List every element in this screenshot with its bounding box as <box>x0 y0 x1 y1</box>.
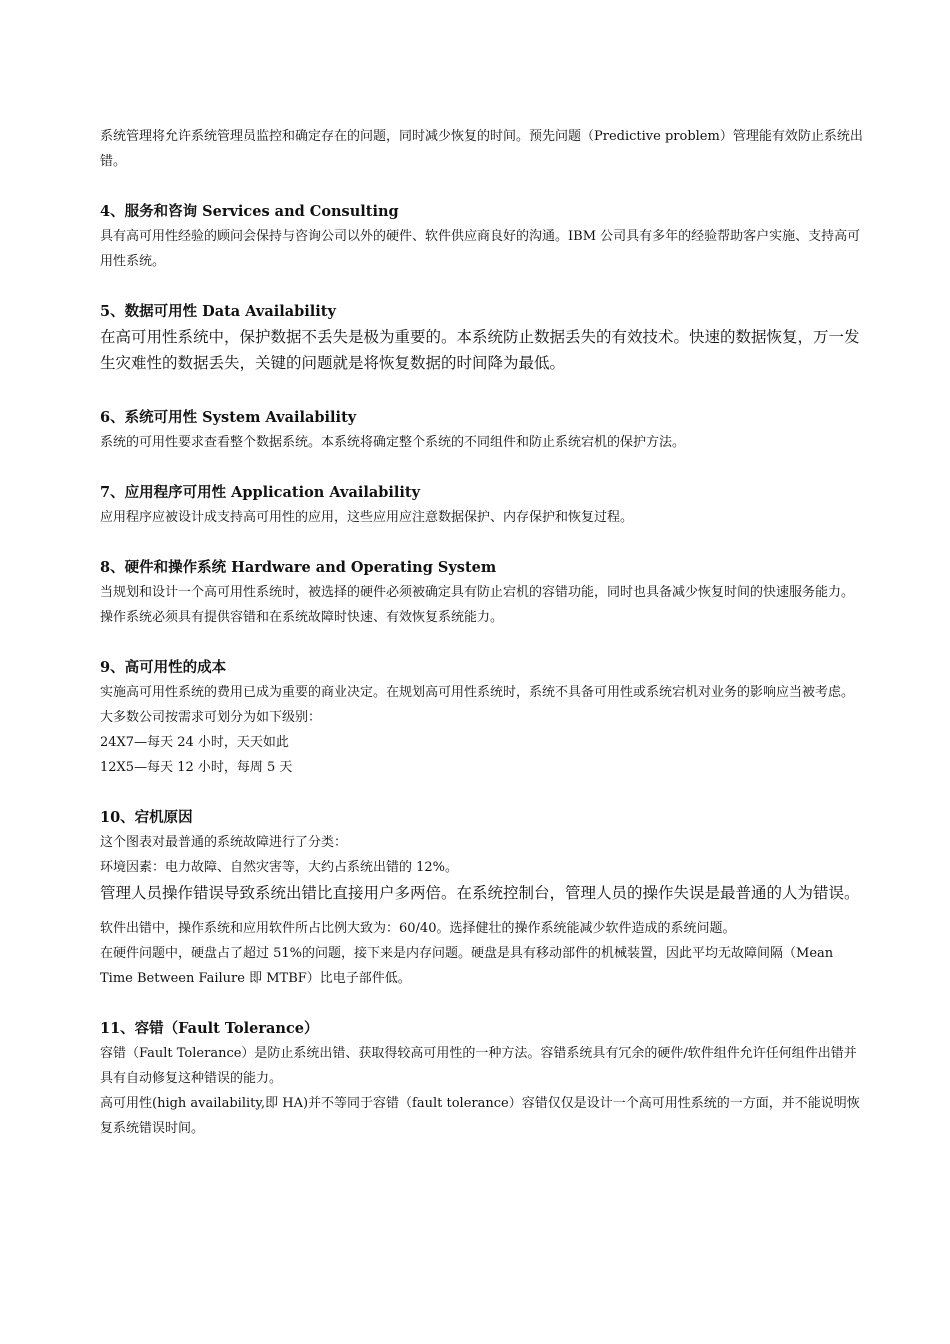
section-4-heading: 4、服务和咨询 Services and Consulting <box>100 203 399 220</box>
section-9-level-12x5: 12X5—每天 12 小时，每周 5 天 <box>100 760 293 775</box>
section-10-paragraph-2: 环境因素：电力故障、自然灾害等，大约占系统出错的 12%。 <box>100 860 459 875</box>
section-10-heading: 10、宕机原因 <box>100 809 193 826</box>
section-7-heading: 7、应用程序可用性 Application Availability <box>100 484 421 501</box>
section-11-heading: 11、容错（Fault Tolerance） <box>100 1020 319 1037</box>
section-10-paragraph-3: 管理人员操作错误导致系统出错比直接用户多两倍。在系统控制台，管理人员的操作失误是最普通的人为错误。 <box>100 884 860 902</box>
section-6-heading: 6、系统可用性 System Availability <box>100 409 357 426</box>
section-5-heading: 5、数据可用性 Data Availability <box>100 303 336 320</box>
section-11-paragraph-1: 容错（Fault Tolerance）是防止系统出错、获取得较高可用性的一种方法。容错系统具有冗余的硬件/软件组件允许任何组件出错并具有自动修复这种错误的能力。 <box>100 1046 857 1086</box>
section-4-paragraph-1: 具有高可用性经验的顾问会保持与咨询公司以外的硬件、软件供应商良好的沟通。IBM 公司具有多年的经验帮助客户实施、支持高可用性系统。 <box>100 229 861 269</box>
section-9-heading: 9、高可用性的成本 <box>100 659 227 676</box>
section-9-paragraph-2: 大多数公司按需求可划分为如下级别： <box>100 710 322 725</box>
section-10-paragraph-1: 这个图表对最普通的系统故障进行了分类： <box>100 835 348 850</box>
section-9-paragraph-1: 实施高可用性系统的费用已成为重要的商业决定。在规划高可用性系统时，系统不具备可用性或系统宕机对业务的影响应当被考虑。 <box>100 685 855 700</box>
section-6-paragraph-1: 系统的可用性要求查看整个数据系统。本系统将确定整个系统的不同组件和防止系统宕机的保护方法。 <box>100 435 686 450</box>
section-10-paragraph-4: 软件出错中，操作系统和应用软件所占比例大致为：60/40。选择健壮的操作系统能减少软件造成的系统问题。 <box>100 921 736 936</box>
section-9-level-24x7: 24X7—每天 24 小时，天天如此 <box>100 735 289 750</box>
intro-paragraph: 系统管理将允许系统管理员监控和确定存在的问题，同时减少恢复的时间。预先问题（Predictive problem）管理能有效防止系统出错。 <box>100 129 863 169</box>
document-page <box>100 124 865 1141</box>
section-8-paragraph-2: 操作系统必须具有提供容错和在系统故障时快速、有效恢复系统能力。 <box>100 610 504 625</box>
section-10-paragraph-5: 在硬件问题中，硬盘占了超过 51%的问题，接下来是内存问题。硬盘是具有移动部件的机械装置，因此平均无故障间隔（Mean Time Between Failure 即 MTBF）比电子部件低。 <box>100 946 834 986</box>
section-8-heading: 8、硬件和操作系统 Hardware and Operating System <box>100 559 497 576</box>
section-8-paragraph-1: 当规划和设计一个高可用性系统时，被选择的硬件必须被确定具有防止宕机的容错功能，同时也具备减少恢复时间的快速服务能力。 <box>100 585 855 600</box>
section-5-paragraph-1: 在高可用性系统中，保护数据不丢失是极为重要的。本系统防止数据丢失的有效技术。快速的数据恢复，万一发生灾难性的数据丢失，关键的问题就是将恢复数据的时间降为最低。 <box>100 328 860 372</box>
section-7-paragraph-1: 应用程序应被设计成支持高可用性的应用，这些应用应注意数据保护、内存保护和恢复过程。 <box>100 510 634 525</box>
section-11-paragraph-2: 高可用性(high availability,即 HA)并不等同于容错（fault tolerance）容错仅仅是设计一个高可用性系统的一方面，并不能说明恢复系统错误时间。 <box>100 1096 860 1136</box>
